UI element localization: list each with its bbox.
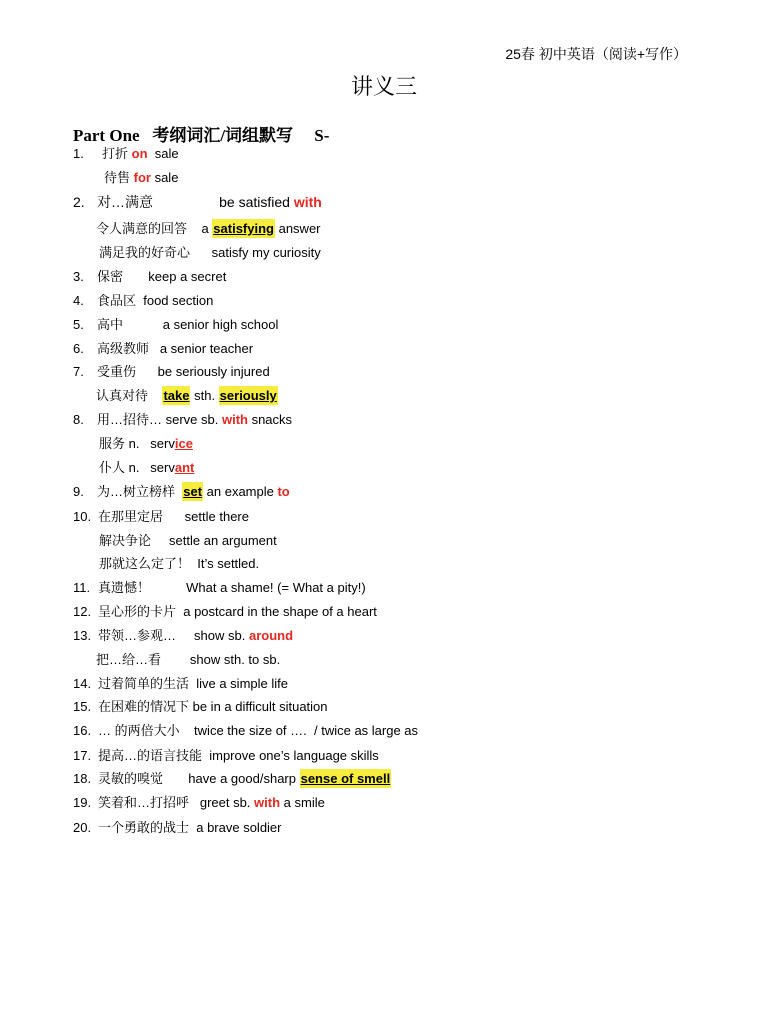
highlighted-phrase: seriously: [219, 388, 277, 403]
item-text: [99, 435, 193, 452]
text-segment: 满足我的好奇心 satisfy my curiosity: [99, 245, 321, 260]
emphasis-word: to: [277, 484, 290, 499]
text-segment: 真遗憾！ What a shame! (= What a pity!): [98, 580, 366, 595]
text-segment: 在那里定居 settle there: [98, 509, 249, 524]
item-number: 2.: [73, 194, 85, 210]
item-text: [97, 316, 278, 333]
item-text: [97, 340, 253, 357]
item-number: 3.: [73, 269, 84, 284]
text-segment: 服务 n. serv: [99, 436, 175, 451]
item-number: 14.: [73, 676, 92, 691]
text-segment: 带领…参观… show sb.: [98, 628, 249, 643]
text-segment: answer: [274, 221, 321, 236]
text-segment: 受重伤 be seriously injured: [97, 364, 270, 379]
text-segment: sale: [147, 146, 179, 161]
item-number: 7.: [73, 364, 84, 379]
page-title: 讲义三: [350, 74, 417, 99]
item-text: [96, 220, 321, 237]
text-segment: 对…满意: [97, 194, 220, 210]
text-segment: 在困难的情况下 be in a difficult situation: [98, 699, 328, 714]
item-number: 1.: [73, 146, 84, 161]
text-segment: 过着简单的生活 live a simple life: [98, 676, 288, 691]
item-text: [97, 194, 322, 211]
item-text: [98, 579, 366, 596]
highlighted-phrase: set: [183, 484, 203, 499]
text-segment: … 的两倍大小 twice the size of …. / twice as large as: [98, 723, 419, 738]
emphasis-word: for: [133, 170, 151, 185]
part-heading: Part One 考纲词汇/词组默写 S-: [73, 126, 330, 145]
item-number: 17.: [73, 748, 92, 763]
text-segment: 待售: [104, 170, 134, 185]
text-segment: 一个勇敢的战士 a brave soldier: [98, 820, 282, 835]
item-number: 19.: [73, 795, 92, 810]
item-text: [102, 145, 179, 162]
text-segment: 认真对待: [96, 388, 163, 403]
text-segment: 灵敏的嗅觉 have a good/sharp: [98, 771, 300, 786]
item-number: 15.: [73, 699, 92, 714]
text-segment: 食品区 food section: [97, 293, 214, 308]
emphasis-word: ice: [174, 436, 193, 451]
item-text: [98, 675, 288, 692]
item-number: 20.: [73, 820, 92, 835]
emphasis-word: around: [248, 628, 294, 643]
emphasis-word: with: [221, 412, 248, 427]
text-segment: a smile: [280, 795, 325, 810]
text-segment: an example: [203, 484, 278, 499]
item-number: 10.: [73, 509, 92, 524]
item-text: [99, 555, 259, 572]
text-segment: snacks: [247, 412, 293, 427]
text-segment: be satisfied: [219, 194, 294, 210]
emphasis-word: with: [254, 795, 281, 810]
text-segment: 解决争论 settle an argument: [99, 533, 277, 548]
item-text: [98, 508, 249, 525]
item-number: 13.: [73, 628, 92, 643]
emphasis-word: on: [131, 146, 148, 161]
text-segment: 高中 a senior high school: [97, 317, 279, 332]
text-segment: 笑着和…打招呼 greet sb.: [98, 795, 255, 810]
text-segment: 为…树立榜样: [97, 484, 183, 499]
text-segment: 那就这么定了！ It’s settled.: [99, 556, 260, 571]
item-number: 8.: [73, 412, 84, 427]
item-number: 4.: [73, 293, 84, 308]
item-text: [96, 387, 278, 404]
item-text: [97, 292, 213, 309]
item-text: [96, 651, 280, 668]
item-number: 9.: [73, 484, 84, 499]
text-segment: sth.: [190, 388, 219, 403]
item-number: 11.: [73, 580, 91, 595]
item-number: 12.: [73, 604, 92, 619]
item-text: [98, 770, 391, 787]
item-number: 18.: [73, 771, 92, 786]
item-text: [98, 603, 377, 620]
text-segment: 高级教师 a senior teacher: [97, 341, 254, 356]
item-text: [98, 698, 328, 715]
item-text: [98, 722, 418, 739]
item-text: [97, 363, 270, 380]
highlighted-phrase: take: [163, 388, 190, 403]
text-segment: 用…招待… serve sb.: [97, 412, 222, 427]
item-text: [98, 794, 325, 811]
item-text: [104, 169, 178, 186]
item-number: 6.: [73, 341, 84, 356]
item-text: [98, 747, 379, 764]
item-text: [98, 627, 293, 644]
course-header: 25春 初中英语（阅读+写作）: [505, 46, 687, 62]
item-text: [99, 459, 194, 476]
text-segment: 打折: [102, 146, 132, 161]
item-text: [97, 268, 226, 285]
highlighted-phrase: satisfying: [213, 221, 274, 236]
text-segment: 令人满意的回答 a: [96, 221, 213, 236]
item-text: [98, 819, 282, 836]
item-text: [99, 532, 277, 549]
text-segment: 提高…的语言技能 improve one’s language skills: [98, 748, 379, 763]
emphasis-word: ant: [174, 460, 195, 475]
text-segment: 呈心形的卡片 a postcard in the shape of a heart: [98, 604, 377, 619]
text-segment: 保密 keep a secret: [97, 269, 227, 284]
item-number: 16.: [73, 723, 92, 738]
text-segment: 仆人 n. serv: [99, 460, 175, 475]
text-segment: 把…给…看 show sth. to sb.: [96, 652, 281, 667]
highlighted-phrase: sense of smell: [300, 771, 391, 786]
text-segment: sale: [150, 170, 179, 185]
item-text: [99, 244, 321, 261]
item-number: 5.: [73, 317, 84, 332]
emphasis-word: with: [293, 194, 322, 210]
item-text: [97, 411, 292, 428]
item-text: [97, 483, 290, 500]
